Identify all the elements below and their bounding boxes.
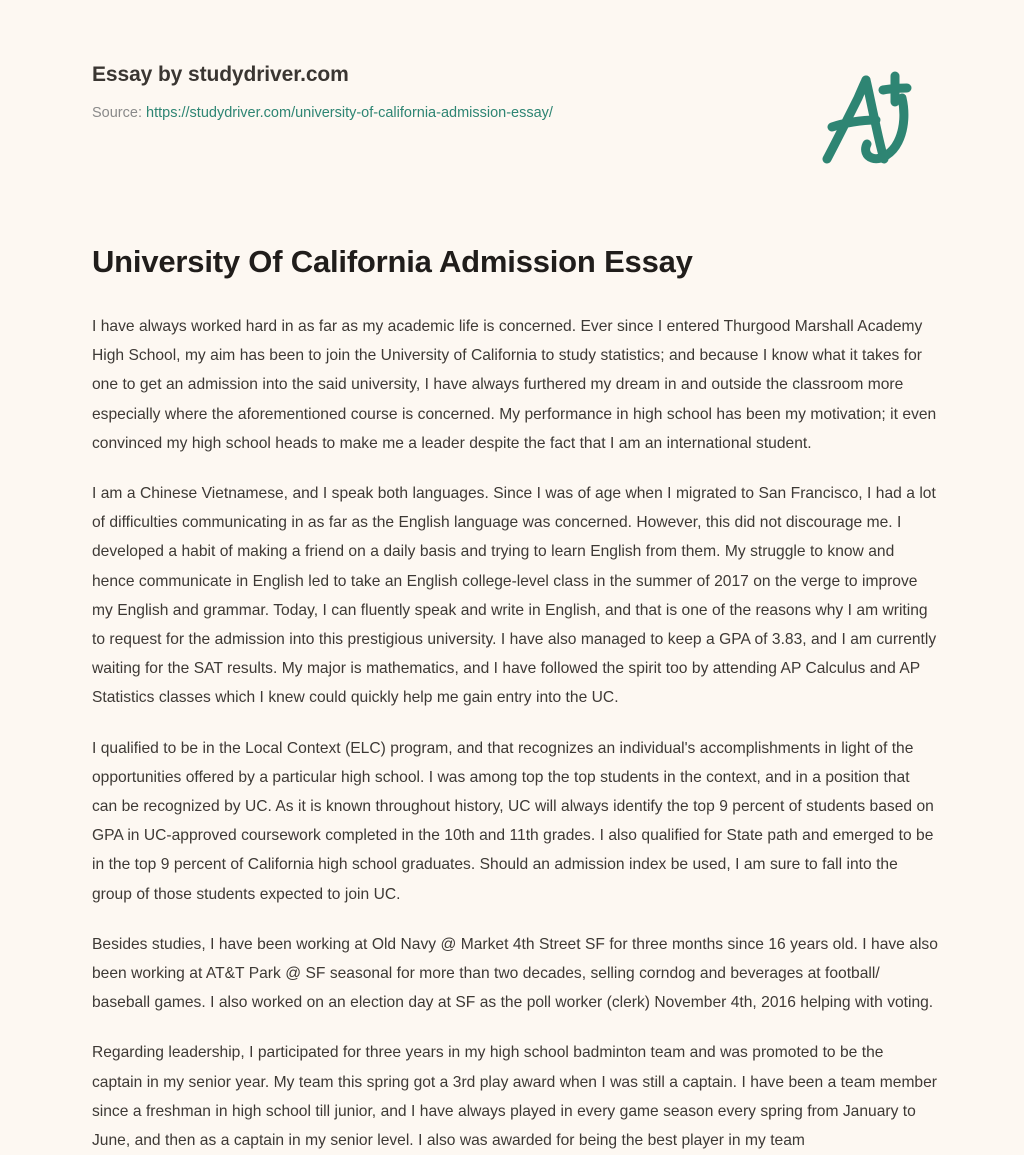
essay-paragraph: I am a Chinese Vietnamese, and I speak both languages. Since I was of age when I migrated to San Francisco, I had a lot of difficulties communicating in as far as the English language was concerned. However, this did not discourage me. I developed a habit of making a friend on a daily basis and trying to learn English from them. My struggle to know and hence communicate in English led to take an English college-level class in the summer of 2017 on the verge to improve my English and grammar. Today, I can fluently speak and write in English, and that is one of the reasons why I am writing to request for the admission into this prestigious university. I have also managed to keep a GPA of 3.83, and I am currently waiting for the SAT results. My major is mathematics, and I have followed the spirit too by attending AP Calculus and AP Statistics classes which I knew could quickly help me gain entry into the UC. [92, 485, 937, 707]
a-plus-logo [806, 66, 926, 176]
essay-paragraph: Besides studies, I have been working at Old Navy @ Market 4th Street SF for three months since 16 years old. I have also been working at AT&T Park @ SF seasonal for more than two decades, selling corndog and beverages at football/ baseball games. I also worked on an election day at SF as the poll worker (clerk) November 4th, 2016 helping with voting. [92, 935, 938, 1012]
page-title: University Of California Admission Essay [92, 244, 693, 279]
essay-paragraph: I have always worked hard in as far as my academic life is concerned. Ever since I entered Thurgood Marshall Academy High School, my aim has been to join the University of California to study statistics; and because I know what it takes for one to get an admission into the said university, I have always furthered my dream in and outside the classroom more especially where the aforementioned course is concerned. My performance in high school has been my motivation; it even convinced my high school heads to make me a leader despite the fact that I am an international student. [92, 318, 937, 452]
brand-title: Essay by studydriver.com [92, 63, 349, 86]
essay-body [92, 312, 938, 1155]
essay-paragraph: I qualified to be in the Local Context (ELC) program, and that recognizes an individual's accomplishments in light of the opportunities offered by a particular high school. I was among top the top students in the context, and in a position that can be recognized by UC. As it is known throughout history, UC will always identify the top 9 percent of students based on GPA in UC-approved coursework completed in the 10th and 11th grades. I also qualified for State path and emerged to be in the top 9 percent of California high school graduates. Should an admission index be used, I am sure to fall into the group of those students expected to join UC. [92, 739, 934, 903]
essay-paragraph: Regarding leadership, I participated for three years in my high school badminton team and was promoted to be the captain in my senior year. My team this spring got a 3rd play award when I was still a captain. I have been a team member since a freshman in high school till junior, and I have always played in every game season every spring from January to June, and then as a captain in my senior level. I also was awarded for being the best player in my team [92, 1044, 937, 1150]
source-label: Source: [92, 105, 142, 122]
source-url-link[interactable]: https://studydriver.com/university-of-california-admission-essay/ [146, 105, 553, 122]
